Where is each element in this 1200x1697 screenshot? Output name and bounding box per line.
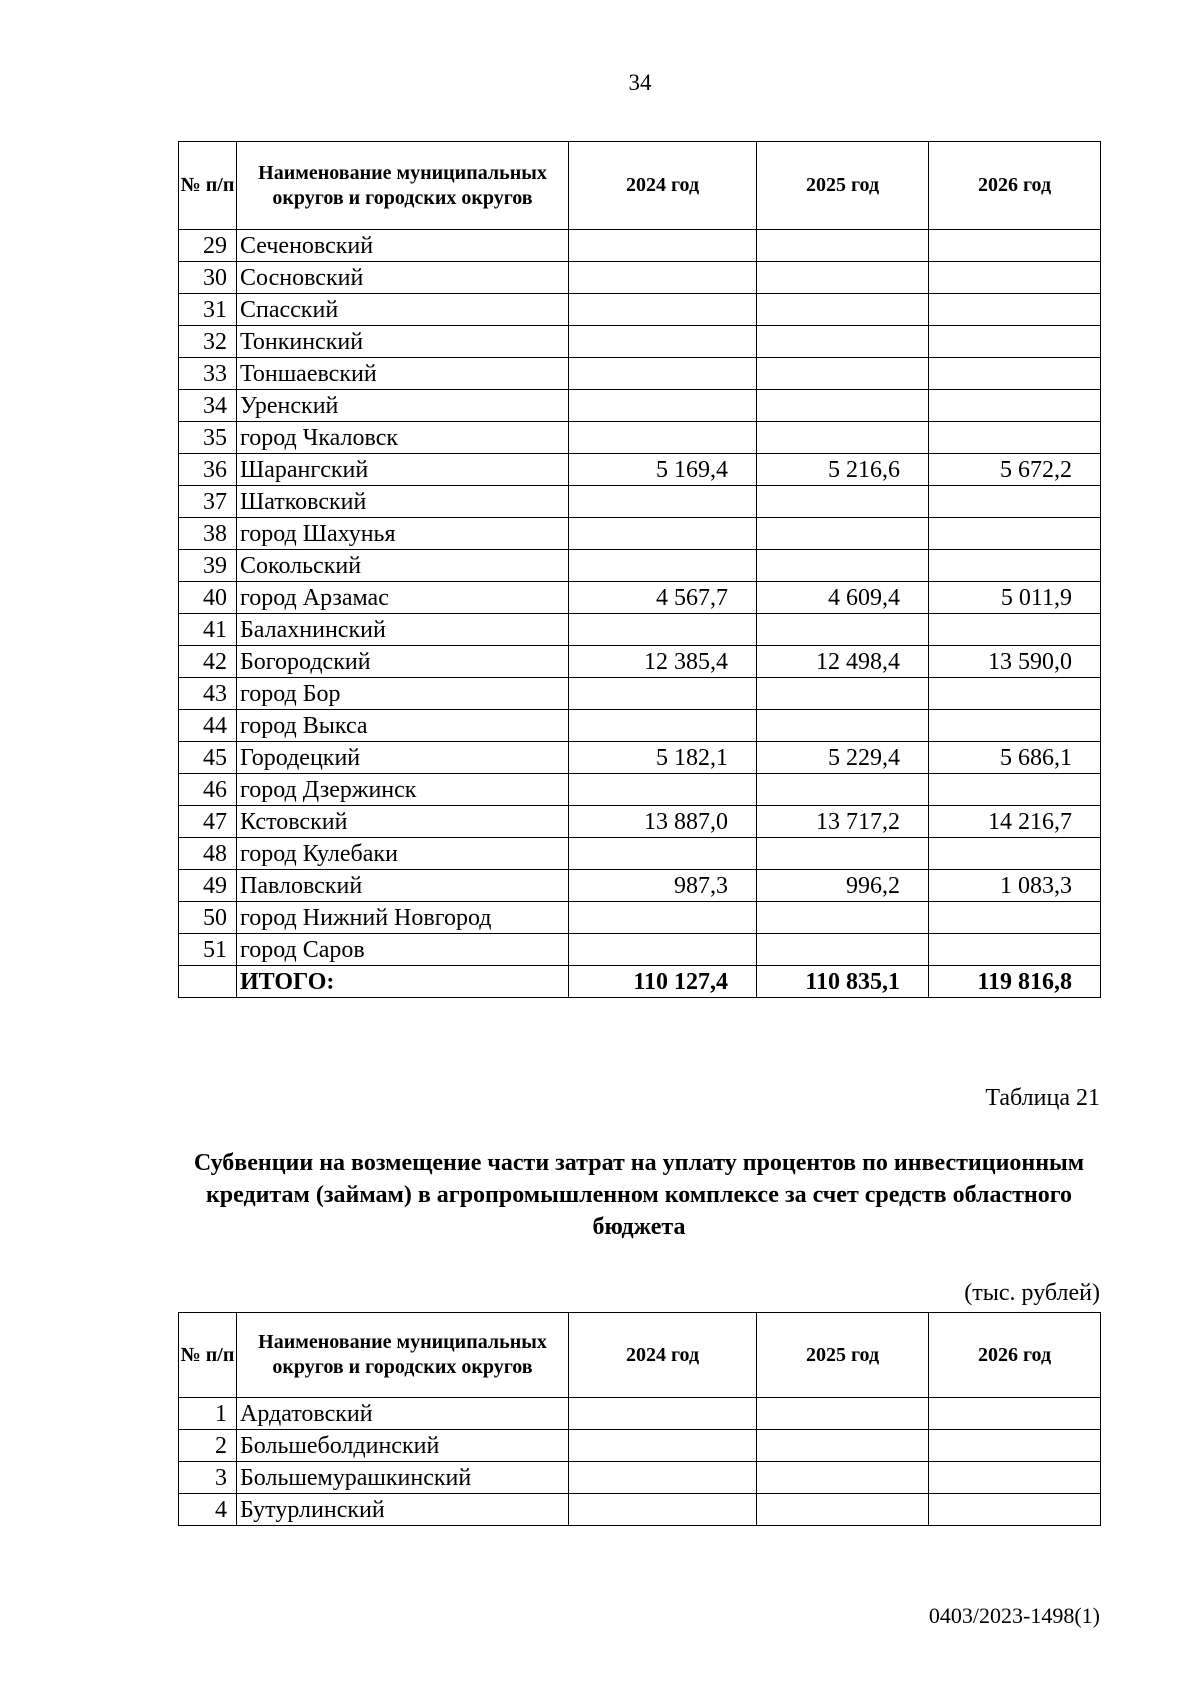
row-value-2025 — [757, 902, 929, 934]
row-number: 30 — [179, 262, 237, 294]
table-row — [179, 390, 1101, 422]
row-value-2026: 1 083,3 — [929, 870, 1101, 902]
table-row — [179, 1398, 1101, 1430]
row-municipality-name: Сокольский — [237, 550, 569, 582]
row-number: 51 — [179, 934, 237, 966]
header-2025: 2025 год — [757, 142, 929, 230]
table-row — [179, 710, 1101, 742]
row-value-2025 — [757, 1398, 929, 1430]
row-value-2026: 14 216,7 — [929, 806, 1101, 838]
row-municipality-name: Большеболдинский — [237, 1430, 569, 1462]
row-number: 48 — [179, 838, 237, 870]
row-value-2026: 5 686,1 — [929, 742, 1101, 774]
table-row — [179, 902, 1101, 934]
table-row — [179, 614, 1101, 646]
row-value-2025: 4 609,4 — [757, 582, 929, 614]
row-municipality-name: Бутурлинский — [237, 1494, 569, 1526]
row-number: 32 — [179, 326, 237, 358]
row-municipality-name: Большемурашкинский — [237, 1462, 569, 1494]
header-municipality-name: Наименование муниципальных округов и городских округов — [237, 142, 569, 230]
row-value-2024 — [569, 486, 757, 518]
row-value-2025: 5 216,6 — [757, 454, 929, 486]
row-value-2026: 13 590,0 — [929, 646, 1101, 678]
row-municipality-name: Тонкинский — [237, 326, 569, 358]
table-row — [179, 838, 1101, 870]
row-value-2026 — [929, 550, 1101, 582]
row-number: 35 — [179, 422, 237, 454]
row-value-2026 — [929, 1398, 1101, 1430]
row-value-2026 — [929, 614, 1101, 646]
table-row — [179, 486, 1101, 518]
table-header-row — [179, 142, 1101, 230]
row-number: 45 — [179, 742, 237, 774]
header-2024: 2024 год — [569, 142, 757, 230]
row-municipality-name: Тоншаевский — [237, 358, 569, 390]
table-row — [179, 422, 1101, 454]
total-number-cell — [179, 966, 237, 998]
row-value-2026 — [929, 1494, 1101, 1526]
units-label: (тыс. рублей) — [964, 1280, 1100, 1306]
row-value-2024 — [569, 902, 757, 934]
row-municipality-name: Кстовский — [237, 806, 569, 838]
table-row — [179, 806, 1101, 838]
table-row — [179, 518, 1101, 550]
row-value-2025 — [757, 710, 929, 742]
row-value-2026 — [929, 710, 1101, 742]
row-value-2025 — [757, 1430, 929, 1462]
row-value-2024 — [569, 230, 757, 262]
total-label: ИТОГО: — [237, 966, 569, 998]
table-row — [179, 230, 1101, 262]
table-row — [179, 1494, 1101, 1526]
row-value-2026 — [929, 230, 1101, 262]
table-caption: Таблица 21 — [985, 1085, 1100, 1111]
row-value-2026 — [929, 294, 1101, 326]
header-2024: 2024 год — [569, 1313, 757, 1398]
table-row — [179, 262, 1101, 294]
row-value-2025 — [757, 678, 929, 710]
row-value-2026 — [929, 486, 1101, 518]
row-value-2024 — [569, 1494, 757, 1526]
row-value-2024 — [569, 1462, 757, 1494]
row-number: 31 — [179, 294, 237, 326]
row-value-2024 — [569, 326, 757, 358]
row-municipality-name: Богородский — [237, 646, 569, 678]
row-value-2026 — [929, 390, 1101, 422]
row-municipality-name: город Выкса — [237, 710, 569, 742]
row-value-2026 — [929, 838, 1101, 870]
total-2024: 110 127,4 — [569, 966, 757, 998]
table-body — [179, 1398, 1101, 1526]
row-number: 33 — [179, 358, 237, 390]
subsidy-table-continued — [178, 141, 1101, 998]
row-municipality-name: город Арзамас — [237, 582, 569, 614]
row-value-2025: 5 229,4 — [757, 742, 929, 774]
row-municipality-name: Шарангский — [237, 454, 569, 486]
row-value-2024 — [569, 934, 757, 966]
row-municipality-name: город Бор — [237, 678, 569, 710]
row-value-2024: 5 169,4 — [569, 454, 757, 486]
row-municipality-name: Спасский — [237, 294, 569, 326]
row-municipality-name: Ардатовский — [237, 1398, 569, 1430]
row-value-2024 — [569, 358, 757, 390]
row-municipality-name: город Кулебаки — [237, 838, 569, 870]
row-value-2024: 12 385,4 — [569, 646, 757, 678]
table-row — [179, 934, 1101, 966]
row-value-2025 — [757, 230, 929, 262]
row-value-2024 — [569, 390, 757, 422]
row-number: 42 — [179, 646, 237, 678]
row-value-2025: 12 498,4 — [757, 646, 929, 678]
row-number: 47 — [179, 806, 237, 838]
row-value-2024 — [569, 1398, 757, 1430]
row-municipality-name: город Дзержинск — [237, 774, 569, 806]
row-number: 50 — [179, 902, 237, 934]
row-value-2024 — [569, 838, 757, 870]
table-row — [179, 582, 1101, 614]
header-2025: 2025 год — [757, 1313, 929, 1398]
table-row — [179, 454, 1101, 486]
row-value-2024 — [569, 518, 757, 550]
header-municipality-name: Наименование муниципальных округов и городских округов — [237, 1313, 569, 1398]
row-value-2025 — [757, 486, 929, 518]
row-value-2026 — [929, 1430, 1101, 1462]
table-row — [179, 678, 1101, 710]
row-value-2026 — [929, 934, 1101, 966]
row-municipality-name: Городецкий — [237, 742, 569, 774]
row-number: 4 — [179, 1494, 237, 1526]
row-value-2025 — [757, 614, 929, 646]
row-value-2024 — [569, 422, 757, 454]
row-value-2024: 4 567,7 — [569, 582, 757, 614]
table-header-row — [179, 1313, 1101, 1398]
table-row — [179, 1462, 1101, 1494]
row-value-2025 — [757, 326, 929, 358]
row-value-2026 — [929, 518, 1101, 550]
row-value-2024 — [569, 678, 757, 710]
table-row — [179, 742, 1101, 774]
row-value-2026 — [929, 678, 1101, 710]
row-value-2025 — [757, 422, 929, 454]
interest-subsidy-table — [178, 1312, 1101, 1526]
row-value-2025 — [757, 774, 929, 806]
row-municipality-name: Шатковский — [237, 486, 569, 518]
row-value-2025: 996,2 — [757, 870, 929, 902]
row-value-2026 — [929, 1462, 1101, 1494]
row-value-2024 — [569, 262, 757, 294]
row-number: 44 — [179, 710, 237, 742]
row-value-2026 — [929, 358, 1101, 390]
row-value-2026 — [929, 774, 1101, 806]
row-number: 3 — [179, 1462, 237, 1494]
row-number: 41 — [179, 614, 237, 646]
row-number: 46 — [179, 774, 237, 806]
row-value-2025 — [757, 838, 929, 870]
row-value-2024 — [569, 614, 757, 646]
row-number: 2 — [179, 1430, 237, 1462]
table-title: Субвенции на возмещение части затрат на уплату процентов по инвестиционным кредитам (займам) в агропромышленном комплексе за счет средств областного бюджета — [193, 1150, 1085, 1240]
header-number: № п/п — [179, 142, 237, 230]
row-municipality-name: Уренский — [237, 390, 569, 422]
total-2026: 119 816,8 — [929, 966, 1101, 998]
row-value-2026 — [929, 262, 1101, 294]
row-value-2024 — [569, 1430, 757, 1462]
document-code: 0403/2023-1498(1) — [928, 1603, 1100, 1628]
row-municipality-name: город Нижний Новгород — [237, 902, 569, 934]
table-row — [179, 550, 1101, 582]
row-number: 49 — [179, 870, 237, 902]
table-row — [179, 326, 1101, 358]
row-municipality-name: город Саров — [237, 934, 569, 966]
row-number: 39 — [179, 550, 237, 582]
table-row — [179, 646, 1101, 678]
row-municipality-name: город Чкаловск — [237, 422, 569, 454]
row-value-2024: 987,3 — [569, 870, 757, 902]
page-number: 34 — [628, 70, 652, 95]
row-value-2025 — [757, 518, 929, 550]
row-number: 38 — [179, 518, 237, 550]
total-2025: 110 835,1 — [757, 966, 929, 998]
row-number: 1 — [179, 1398, 237, 1430]
row-value-2026 — [929, 326, 1101, 358]
row-value-2026 — [929, 902, 1101, 934]
table-row — [179, 870, 1101, 902]
row-value-2025 — [757, 294, 929, 326]
header-2026: 2026 год — [929, 1313, 1101, 1398]
row-value-2025 — [757, 550, 929, 582]
row-value-2024 — [569, 710, 757, 742]
table-row — [179, 294, 1101, 326]
row-value-2025 — [757, 390, 929, 422]
row-value-2026: 5 672,2 — [929, 454, 1101, 486]
row-municipality-name: Павловский — [237, 870, 569, 902]
table-row — [179, 1430, 1101, 1462]
row-value-2024: 5 182,1 — [569, 742, 757, 774]
row-value-2025 — [757, 1494, 929, 1526]
row-number: 34 — [179, 390, 237, 422]
row-value-2025 — [757, 1462, 929, 1494]
row-number: 40 — [179, 582, 237, 614]
row-value-2024 — [569, 550, 757, 582]
row-value-2025 — [757, 358, 929, 390]
row-value-2026 — [929, 422, 1101, 454]
table-row — [179, 358, 1101, 390]
total-row — [179, 966, 1101, 998]
row-number: 29 — [179, 230, 237, 262]
row-municipality-name: город Шахунья — [237, 518, 569, 550]
row-value-2024: 13 887,0 — [569, 806, 757, 838]
row-value-2025 — [757, 262, 929, 294]
row-municipality-name: Балахнинский — [237, 614, 569, 646]
table-row — [179, 774, 1101, 806]
row-municipality-name: Сосновский — [237, 262, 569, 294]
row-value-2025 — [757, 934, 929, 966]
row-number: 37 — [179, 486, 237, 518]
row-number: 36 — [179, 454, 237, 486]
header-number: № п/п — [179, 1313, 237, 1398]
row-number: 43 — [179, 678, 237, 710]
row-municipality-name: Сеченовский — [237, 230, 569, 262]
row-value-2024 — [569, 294, 757, 326]
row-value-2026: 5 011,9 — [929, 582, 1101, 614]
table-body — [179, 230, 1101, 998]
row-value-2024 — [569, 774, 757, 806]
row-value-2025: 13 717,2 — [757, 806, 929, 838]
header-2026: 2026 год — [929, 142, 1101, 230]
